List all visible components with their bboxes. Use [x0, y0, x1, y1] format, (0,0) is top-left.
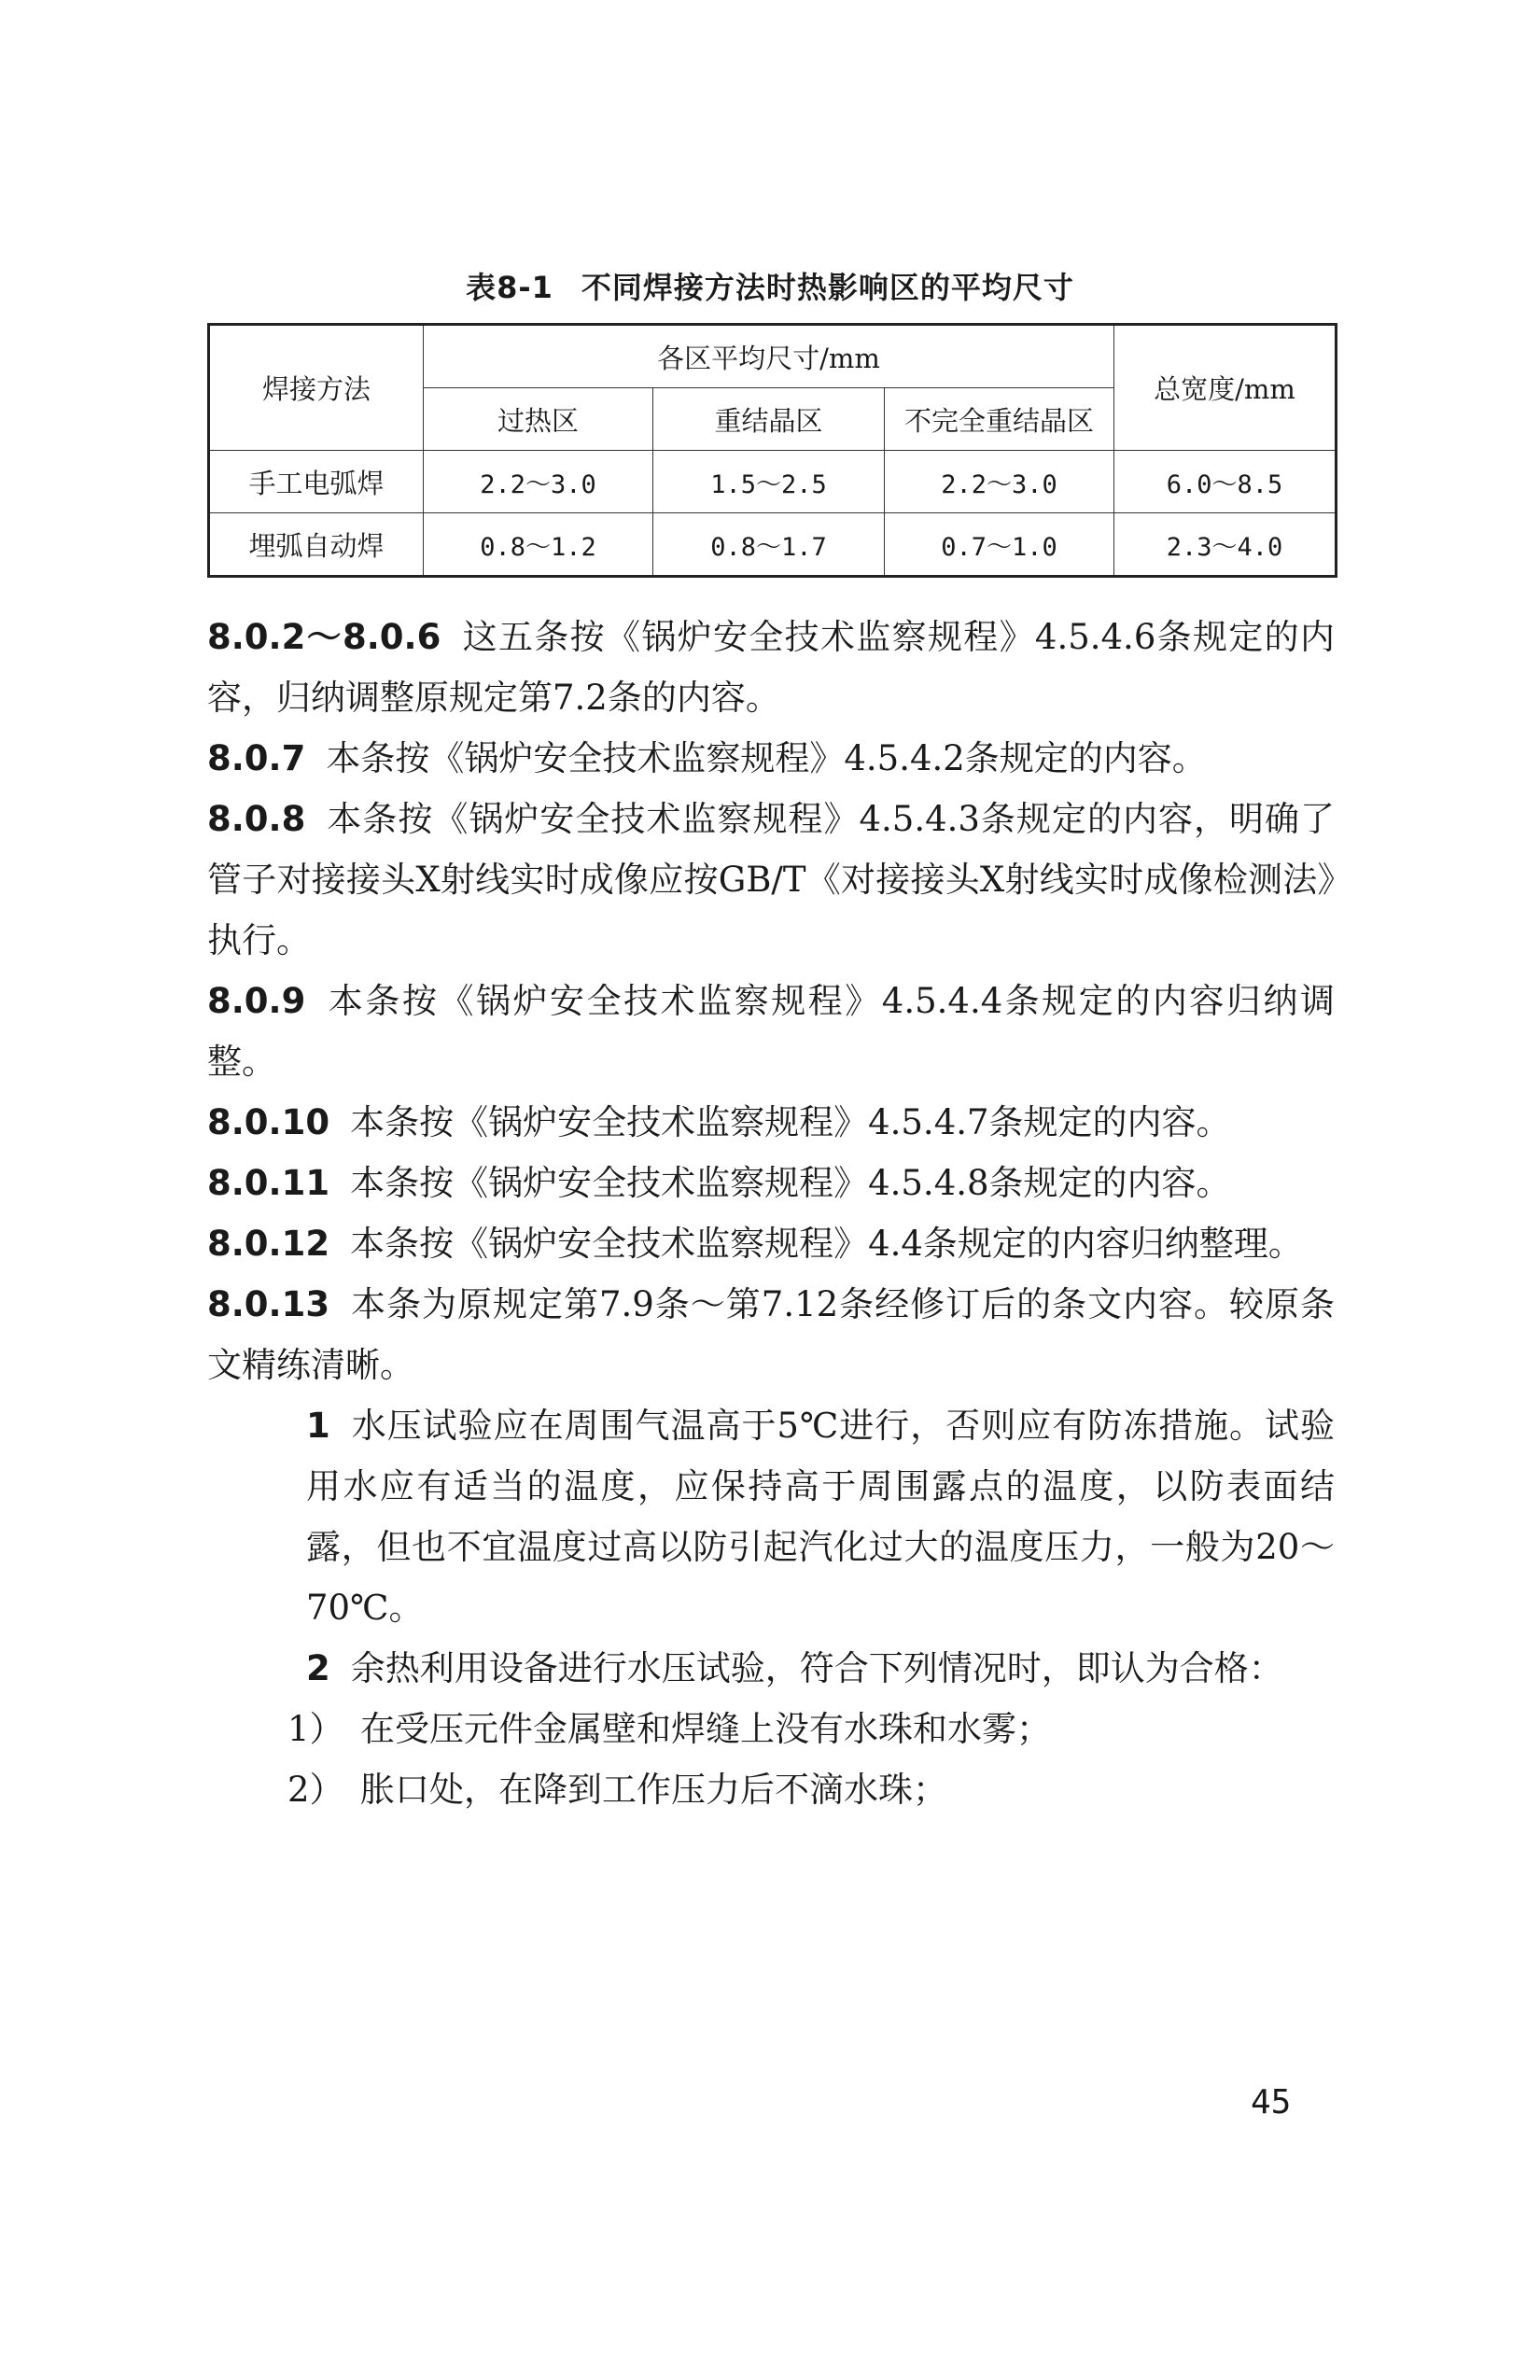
- clause-number: 8.0.10: [207, 1102, 330, 1142]
- item-number: 1: [306, 1406, 330, 1446]
- table-row: [209, 513, 1337, 577]
- clause: [207, 1213, 1335, 1274]
- item-text: 水压试验应在周围气温高于5℃进行，否则应有防冻措施。试验用水应有适当的温度，应保持高于周围露点的温度，以防表面结露，但也不宜温度过高以防引起汽化过大的温度压力，一般为20～70℃。: [306, 1406, 1335, 1628]
- header-method: 焊接方法: [209, 325, 424, 451]
- clause-number: 8.0.7: [207, 738, 306, 778]
- header-total: 总宽度/mm: [1114, 325, 1337, 451]
- item-text: 余热利用设备进行水压试验，符合下列情况时，即认为合格：: [350, 1648, 1283, 1688]
- table-cell: 1.5～2.5: [653, 451, 885, 513]
- clause-text: 本条按《锅炉安全技术监察规程》4.5.4.4条规定的内容归纳调整。: [207, 981, 1335, 1082]
- clause-number: 8.0.13: [207, 1284, 330, 1324]
- table-cell-total: 2.3～4.0: [1114, 513, 1337, 577]
- clause-text: 本条按《锅炉安全技术监察规程》4.5.4.3条规定的内容，明确了管子对接接头X射线实时成像应按GB/T《对接接头X射线实时成像检测法》执行。: [207, 799, 1335, 960]
- subheader-partial: 不完全重结晶区: [885, 388, 1114, 451]
- weld-haz-table: [207, 323, 1337, 578]
- subitem-number: 1）: [287, 1709, 344, 1749]
- clause-text: 本条按《锅炉安全技术监察规程》4.5.4.8条规定的内容。: [350, 1163, 1231, 1203]
- table-row: [209, 451, 1337, 513]
- clause-number: 8.0.11: [207, 1163, 330, 1203]
- clause: [207, 1153, 1335, 1213]
- table-cell: 2.2～3.0: [424, 451, 653, 513]
- clause-text: 这五条按《锅炉安全技术监察规程》4.5.4.6条规定的内容，归纳调整原规定第7.2条的内容。: [207, 617, 1335, 718]
- table-cell: 0.7～1.0: [885, 513, 1114, 577]
- clause: [207, 1274, 1335, 1395]
- clause-text: 本条为原规定第7.9条～第7.12条经修订后的条文内容。较原条文精练清晰。: [207, 1284, 1335, 1385]
- table-cell: 2.2～3.0: [885, 451, 1114, 513]
- clause-number: 8.0.9: [207, 981, 306, 1021]
- clause-text: 本条按《锅炉安全技术监察规程》4.4条规定的内容归纳整理。: [350, 1224, 1303, 1264]
- clause-number: 8.0.12: [207, 1224, 330, 1264]
- table-cell-total: 6.0～8.5: [1114, 451, 1337, 513]
- row-method: 埋弧自动焊: [209, 513, 424, 577]
- table-title: 不同焊接方法时热影响区的平均尺寸: [581, 270, 1074, 305]
- clause: [207, 728, 1335, 789]
- page-number: 45: [1251, 2083, 1292, 2121]
- table-cell: 0.8～1.7: [653, 513, 885, 577]
- subheader-overheat: 过热区: [424, 388, 653, 451]
- clause: [207, 1092, 1335, 1153]
- table-cell: 0.8～1.2: [424, 513, 653, 577]
- row-method: 手工电弧焊: [209, 451, 424, 513]
- subitem-number: 2）: [287, 1770, 344, 1810]
- subheader-recrystal: 重结晶区: [653, 388, 885, 451]
- sub-item: [207, 1699, 1335, 1759]
- clause: [207, 607, 1335, 728]
- clause-number: 8.0.2～8.0.6: [207, 617, 441, 657]
- sub-item: [207, 1759, 1335, 1820]
- subitem-text: 在受压元件金属壁和焊缝上没有水珠和水雾；: [360, 1709, 1051, 1749]
- subitem-text: 胀口处，在降到工作压力后不滴水珠；: [360, 1770, 947, 1810]
- clause-text: 本条按《锅炉安全技术监察规程》4.5.4.7条规定的内容。: [350, 1102, 1231, 1142]
- clause-number: 8.0.8: [207, 799, 306, 839]
- numbered-item: [207, 1638, 1335, 1699]
- clause: [207, 789, 1335, 971]
- header-group: 各区平均尺寸/mm: [424, 325, 1114, 388]
- clause: [207, 971, 1335, 1092]
- item-number: 2: [306, 1648, 330, 1688]
- table-caption: [0, 264, 1540, 307]
- body-text: [207, 607, 1335, 1820]
- clause-text: 本条按《锅炉安全技术监察规程》4.5.4.2条规定的内容。: [326, 738, 1207, 778]
- table-number: 表8-1: [466, 270, 553, 305]
- numbered-item: [207, 1395, 1335, 1638]
